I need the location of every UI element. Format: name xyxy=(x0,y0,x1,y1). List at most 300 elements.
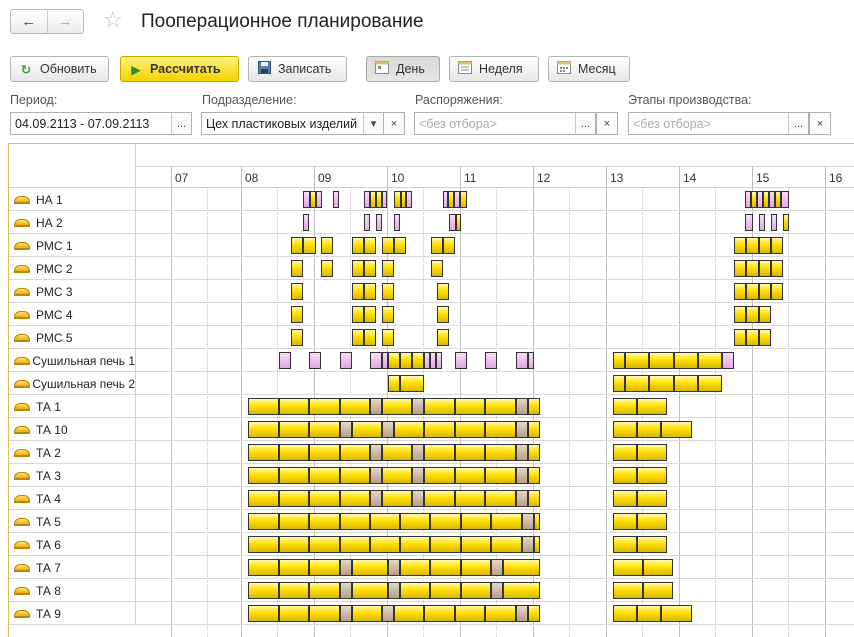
operation-block[interactable] xyxy=(431,260,443,277)
operation-block[interactable] xyxy=(340,582,352,599)
operation-block[interactable] xyxy=(370,398,382,415)
operation-block[interactable] xyxy=(613,421,637,438)
operation-block[interactable] xyxy=(485,605,516,622)
orders-clear-button[interactable]: × xyxy=(596,112,618,135)
operation-block[interactable] xyxy=(279,605,309,622)
operation-block[interactable] xyxy=(613,444,637,461)
operation-block[interactable] xyxy=(279,513,309,530)
operation-block[interactable] xyxy=(291,237,303,254)
orders-field[interactable] xyxy=(414,112,596,135)
stages-clear-button[interactable]: × xyxy=(809,112,831,135)
operation-block[interactable] xyxy=(370,444,382,461)
resource-label[interactable] xyxy=(9,303,136,326)
operation-block[interactable] xyxy=(637,536,667,553)
operation-block[interactable] xyxy=(637,605,661,622)
operation-block[interactable] xyxy=(279,398,309,415)
operation-block[interactable] xyxy=(637,421,661,438)
back-arrow-icon[interactable]: ← xyxy=(21,13,37,30)
operation-block[interactable] xyxy=(746,329,759,346)
resource-label[interactable] xyxy=(9,533,136,556)
operation-block[interactable] xyxy=(309,582,340,599)
operation-block[interactable] xyxy=(364,260,376,277)
chevron-down-icon[interactable]: ▾ xyxy=(363,113,383,134)
resource-label[interactable] xyxy=(9,418,136,441)
resource-label[interactable] xyxy=(9,441,136,464)
operation-block[interactable] xyxy=(364,283,376,300)
operation-block[interactable] xyxy=(485,467,516,484)
operation-block[interactable] xyxy=(528,605,540,622)
division-clear-button[interactable]: × xyxy=(383,112,405,135)
operation-block[interactable] xyxy=(309,536,340,553)
navigation-buttons xyxy=(10,9,84,34)
operation-block[interactable] xyxy=(340,559,352,576)
operation-block[interactable] xyxy=(370,536,400,553)
operation-block[interactable] xyxy=(382,329,394,346)
operation-block[interactable] xyxy=(674,375,698,392)
operation-block[interactable] xyxy=(455,444,485,461)
resource-label[interactable] xyxy=(9,188,136,211)
operation-block[interactable] xyxy=(394,191,401,208)
operation-block[interactable] xyxy=(400,352,412,369)
operation-block[interactable] xyxy=(516,352,528,369)
operation-block[interactable] xyxy=(759,306,771,323)
operation-block[interactable] xyxy=(455,605,485,622)
operation-block[interactable] xyxy=(503,582,540,599)
operation-block[interactable] xyxy=(370,467,382,484)
operation-block[interactable] xyxy=(430,582,461,599)
operation-block[interactable] xyxy=(412,490,424,507)
operation-block[interactable] xyxy=(352,237,364,254)
operation-block[interactable] xyxy=(412,467,424,484)
save-disk-icon xyxy=(257,61,271,77)
day-label: 15 xyxy=(756,171,770,185)
resource-name: ТА 10 xyxy=(36,422,68,437)
resource-name: ТА 3 xyxy=(36,468,61,483)
operation-block[interactable] xyxy=(661,605,692,622)
resource-name: ТА 9 xyxy=(36,606,61,621)
operation-block[interactable] xyxy=(352,559,388,576)
equipment-icon xyxy=(14,517,29,526)
operation-block[interactable] xyxy=(388,375,400,392)
operation-block[interactable] xyxy=(364,306,376,323)
operation-block[interactable] xyxy=(516,421,528,438)
operation-block[interactable] xyxy=(412,398,424,415)
operation-block[interactable] xyxy=(783,214,789,231)
resource-label[interactable] xyxy=(9,602,136,625)
operation-block[interactable] xyxy=(340,605,352,622)
save-label: Записать xyxy=(278,62,332,76)
operation-block[interactable] xyxy=(613,536,637,553)
play-icon: ▶ xyxy=(131,62,141,77)
stages-field[interactable] xyxy=(628,112,809,135)
operation-block[interactable] xyxy=(316,191,322,208)
operation-block[interactable] xyxy=(528,490,540,507)
operation-block[interactable] xyxy=(746,283,759,300)
operation-block[interactable] xyxy=(424,490,455,507)
operation-block[interactable] xyxy=(528,444,540,461)
operation-block[interactable] xyxy=(352,329,364,346)
resource-label[interactable] xyxy=(9,556,136,579)
operation-block[interactable] xyxy=(303,214,309,231)
operation-block[interactable] xyxy=(309,421,340,438)
operation-block[interactable] xyxy=(309,444,340,461)
operation-block[interactable] xyxy=(340,536,370,553)
gantt-chart[interactable] xyxy=(8,143,854,637)
resource-label[interactable] xyxy=(9,487,136,510)
operation-block[interactable] xyxy=(424,398,455,415)
operation-block[interactable] xyxy=(516,444,528,461)
operation-block[interactable] xyxy=(394,605,424,622)
operation-block[interactable] xyxy=(340,444,370,461)
operation-block[interactable] xyxy=(279,536,309,553)
operation-block[interactable] xyxy=(333,191,339,208)
operation-block[interactable] xyxy=(382,398,412,415)
operation-block[interactable] xyxy=(461,513,491,530)
operation-block[interactable] xyxy=(382,444,412,461)
resource-label[interactable] xyxy=(9,234,136,257)
operation-block[interactable] xyxy=(309,513,340,530)
operation-block[interactable] xyxy=(771,283,783,300)
operation-block[interactable] xyxy=(309,467,340,484)
operation-block[interactable] xyxy=(637,398,667,415)
operation-block[interactable] xyxy=(455,467,485,484)
month-label: Месяц xyxy=(578,62,616,76)
operation-block[interactable] xyxy=(528,467,540,484)
operation-block[interactable] xyxy=(637,444,667,461)
operation-block[interactable] xyxy=(734,329,746,346)
operation-block[interactable] xyxy=(424,421,455,438)
orders-placeholder: <без отбора> xyxy=(419,116,497,131)
operation-block[interactable] xyxy=(437,283,449,300)
operation-block[interactable] xyxy=(534,536,540,553)
operation-block[interactable] xyxy=(625,352,649,369)
resource-label[interactable] xyxy=(9,280,136,303)
favorite-star-icon[interactable]: ☆ xyxy=(103,7,123,32)
operation-block[interactable] xyxy=(637,490,667,507)
operation-block[interactable] xyxy=(613,490,637,507)
operation-block[interactable] xyxy=(455,421,485,438)
operation-block[interactable] xyxy=(455,398,485,415)
resource-name: ТА 1 xyxy=(36,399,61,414)
operation-block[interactable] xyxy=(649,352,674,369)
operation-block[interactable] xyxy=(309,398,340,415)
operation-block[interactable] xyxy=(613,559,643,576)
stages-select-button[interactable]: ... xyxy=(788,113,808,134)
operation-block[interactable] xyxy=(424,444,455,461)
operation-block[interactable] xyxy=(455,490,485,507)
day-label: 16 xyxy=(829,171,843,185)
operation-block[interactable] xyxy=(746,237,759,254)
operation-block[interactable] xyxy=(528,352,534,369)
operation-block[interactable] xyxy=(248,398,279,415)
resource-label[interactable] xyxy=(9,326,136,349)
period-field[interactable] xyxy=(10,112,192,135)
operation-block[interactable] xyxy=(303,191,310,208)
resource-label[interactable] xyxy=(9,211,136,234)
operation-block[interactable] xyxy=(759,260,771,277)
operation-block[interactable] xyxy=(734,260,746,277)
resource-name: ТА 7 xyxy=(36,560,61,575)
operation-block[interactable] xyxy=(455,352,467,369)
day-view-button[interactable] xyxy=(366,56,440,82)
operation-block[interactable] xyxy=(491,559,503,576)
operation-block[interactable] xyxy=(781,191,789,208)
day-label: 11 xyxy=(464,171,477,185)
operation-block[interactable] xyxy=(352,421,382,438)
operation-block[interactable] xyxy=(461,559,491,576)
operation-block[interactable] xyxy=(382,306,394,323)
stages-label: Этапы производства: xyxy=(628,93,752,107)
operation-block[interactable] xyxy=(291,329,303,346)
save-button[interactable] xyxy=(248,56,347,82)
operation-block[interactable] xyxy=(613,375,625,392)
operation-block[interactable] xyxy=(394,421,424,438)
operation-block[interactable] xyxy=(279,467,309,484)
operation-block[interactable] xyxy=(248,467,279,484)
operation-block[interactable] xyxy=(613,582,643,599)
operation-block[interactable] xyxy=(279,421,309,438)
day-label: 12 xyxy=(537,171,551,185)
operation-block[interactable] xyxy=(291,283,303,300)
operation-block[interactable] xyxy=(291,260,303,277)
operation-block[interactable] xyxy=(400,375,424,392)
operation-block[interactable] xyxy=(613,398,637,415)
operation-block[interactable] xyxy=(522,536,534,553)
operation-block[interactable] xyxy=(382,605,394,622)
operation-block[interactable] xyxy=(461,536,491,553)
operation-block[interactable] xyxy=(340,490,370,507)
resource-name: РМС 4 xyxy=(36,307,73,322)
calculate-button[interactable] xyxy=(120,56,239,82)
operation-block[interactable] xyxy=(456,214,461,231)
operation-block[interactable] xyxy=(771,237,783,254)
operation-block[interactable] xyxy=(279,352,291,369)
operation-block[interactable] xyxy=(460,191,467,208)
operation-block[interactable] xyxy=(248,605,279,622)
operation-block[interactable] xyxy=(430,513,461,530)
operation-block[interactable] xyxy=(759,329,771,346)
operation-block[interactable] xyxy=(436,352,442,369)
equipment-icon xyxy=(14,563,29,572)
operation-block[interactable] xyxy=(759,283,771,300)
operation-block[interactable] xyxy=(516,467,528,484)
operation-block[interactable] xyxy=(279,490,309,507)
operation-block[interactable] xyxy=(449,214,456,231)
operation-block[interactable] xyxy=(613,467,637,484)
operation-block[interactable] xyxy=(248,559,279,576)
operation-block[interactable] xyxy=(491,513,522,530)
resource-name: ТА 5 xyxy=(36,514,61,529)
refresh-label: Обновить xyxy=(40,62,97,76)
period-select-button[interactable]: ... xyxy=(171,113,191,134)
operation-block[interactable] xyxy=(461,582,491,599)
operation-block[interactable] xyxy=(321,237,333,254)
resource-name: РМС 5 xyxy=(36,330,73,345)
operation-block[interactable] xyxy=(340,352,352,369)
operation-block[interactable] xyxy=(388,559,400,576)
operation-block[interactable] xyxy=(437,306,449,323)
orders-select-button[interactable]: ... xyxy=(575,113,595,134)
operation-block[interactable] xyxy=(412,352,424,369)
period-label: Период: xyxy=(10,93,58,107)
operation-block[interactable] xyxy=(364,329,376,346)
operation-block[interactable] xyxy=(382,260,394,277)
operation-block[interactable] xyxy=(625,375,649,392)
operation-block[interactable] xyxy=(340,398,370,415)
operation-block[interactable] xyxy=(613,605,637,622)
day-label: 08 xyxy=(245,171,259,185)
operation-block[interactable] xyxy=(388,582,400,599)
equipment-icon xyxy=(14,540,29,549)
operation-block[interactable] xyxy=(412,444,424,461)
operation-block[interactable] xyxy=(424,605,455,622)
operation-block[interactable] xyxy=(340,421,352,438)
operation-block[interactable] xyxy=(746,260,759,277)
operation-block[interactable] xyxy=(430,559,461,576)
operation-block[interactable] xyxy=(443,237,455,254)
operation-block[interactable] xyxy=(430,536,461,553)
operation-block[interactable] xyxy=(643,582,673,599)
operation-block[interactable] xyxy=(649,375,674,392)
operation-block[interactable] xyxy=(613,513,637,530)
operation-block[interactable] xyxy=(485,398,516,415)
operation-block[interactable] xyxy=(352,283,364,300)
operation-block[interactable] xyxy=(303,237,316,254)
operation-block[interactable] xyxy=(394,214,400,231)
operation-block[interactable] xyxy=(674,352,698,369)
operation-block[interactable] xyxy=(503,559,540,576)
resource-label[interactable] xyxy=(9,464,136,487)
operation-block[interactable] xyxy=(431,237,443,254)
operation-block[interactable] xyxy=(400,513,430,530)
operation-block[interactable] xyxy=(400,536,430,553)
operation-block[interactable] xyxy=(516,605,528,622)
operation-block[interactable] xyxy=(352,582,388,599)
resource-label[interactable] xyxy=(9,349,136,372)
operation-block[interactable] xyxy=(248,444,279,461)
operation-block[interactable] xyxy=(437,329,449,346)
operation-block[interactable] xyxy=(491,582,503,599)
division-value: Цех пластиковых изделий xyxy=(206,116,358,131)
operation-block[interactable] xyxy=(370,352,382,369)
operation-block[interactable] xyxy=(516,490,528,507)
resource-label[interactable] xyxy=(9,510,136,533)
operation-block[interactable] xyxy=(485,352,497,369)
operation-block[interactable] xyxy=(321,260,333,277)
operation-block[interactable] xyxy=(637,467,667,484)
operation-block[interactable] xyxy=(771,214,777,231)
operation-block[interactable] xyxy=(364,237,376,254)
operation-block[interactable] xyxy=(309,490,340,507)
operation-block[interactable] xyxy=(746,306,759,323)
operation-block[interactable] xyxy=(248,513,279,530)
refresh-button[interactable] xyxy=(10,56,109,82)
operation-block[interactable] xyxy=(382,237,394,254)
operation-block[interactable] xyxy=(340,467,370,484)
resource-name: Сушильная печь 2 xyxy=(32,376,135,391)
operation-block[interactable] xyxy=(364,214,370,231)
operation-block[interactable] xyxy=(388,352,400,369)
resource-label[interactable] xyxy=(9,372,136,395)
operation-block[interactable] xyxy=(528,398,540,415)
operation-block[interactable] xyxy=(340,513,370,530)
operation-block[interactable] xyxy=(491,536,522,553)
operation-block[interactable] xyxy=(382,283,394,300)
operation-block[interactable] xyxy=(734,237,746,254)
week-view-button[interactable] xyxy=(449,56,539,82)
resource-label[interactable] xyxy=(9,395,136,418)
orders-label: Распоряжения: xyxy=(415,93,503,107)
operation-block[interactable] xyxy=(291,306,303,323)
operation-block[interactable] xyxy=(522,513,534,530)
operation-block[interactable] xyxy=(400,559,430,576)
operation-block[interactable] xyxy=(382,490,412,507)
operation-block[interactable] xyxy=(485,444,516,461)
operation-block[interactable] xyxy=(771,260,783,277)
operation-block[interactable] xyxy=(734,306,746,323)
forward-arrow-icon[interactable]: → xyxy=(47,10,84,33)
division-field[interactable] xyxy=(201,112,384,135)
operation-block[interactable] xyxy=(352,260,364,277)
operation-block[interactable] xyxy=(516,398,528,415)
operation-block[interactable] xyxy=(352,306,364,323)
resource-name: НА 1 xyxy=(36,192,63,207)
operation-block[interactable] xyxy=(424,467,455,484)
operation-block[interactable] xyxy=(698,375,722,392)
division-label: Подразделение: xyxy=(202,93,297,107)
operation-block[interactable] xyxy=(279,559,309,576)
operation-block[interactable] xyxy=(382,191,387,208)
operation-block[interactable] xyxy=(309,352,321,369)
operation-block[interactable] xyxy=(248,421,279,438)
month-view-button[interactable] xyxy=(548,56,630,82)
operation-block[interactable] xyxy=(528,421,540,438)
operation-block[interactable] xyxy=(643,559,673,576)
operation-block[interactable] xyxy=(734,283,746,300)
operation-block[interactable] xyxy=(759,237,771,254)
resource-label[interactable] xyxy=(9,257,136,280)
operation-block[interactable] xyxy=(370,490,382,507)
operation-block[interactable] xyxy=(485,421,516,438)
operation-block[interactable] xyxy=(279,582,309,599)
operation-block[interactable] xyxy=(382,421,394,438)
operation-block[interactable] xyxy=(370,513,400,530)
operation-block[interactable] xyxy=(745,214,753,231)
operation-block[interactable] xyxy=(613,352,625,369)
operation-block[interactable] xyxy=(248,536,279,553)
operation-block[interactable] xyxy=(698,352,722,369)
operation-block[interactable] xyxy=(400,582,430,599)
resource-name: ТА 4 xyxy=(36,491,61,506)
operation-block[interactable] xyxy=(722,352,734,369)
operation-block[interactable] xyxy=(248,582,279,599)
operation-block[interactable] xyxy=(661,421,692,438)
operation-block[interactable] xyxy=(485,490,516,507)
operation-block[interactable] xyxy=(309,559,340,576)
operation-block[interactable] xyxy=(406,191,412,208)
operation-block[interactable] xyxy=(309,605,340,622)
operation-block[interactable] xyxy=(279,444,309,461)
operation-block[interactable] xyxy=(248,490,279,507)
operation-block[interactable] xyxy=(637,513,667,530)
operation-block[interactable] xyxy=(382,467,412,484)
resource-label[interactable] xyxy=(9,579,136,602)
operation-block[interactable] xyxy=(534,513,540,530)
operation-block[interactable] xyxy=(394,237,406,254)
operation-block[interactable] xyxy=(376,214,382,231)
operation-block[interactable] xyxy=(759,214,765,231)
operation-block[interactable] xyxy=(352,605,382,622)
